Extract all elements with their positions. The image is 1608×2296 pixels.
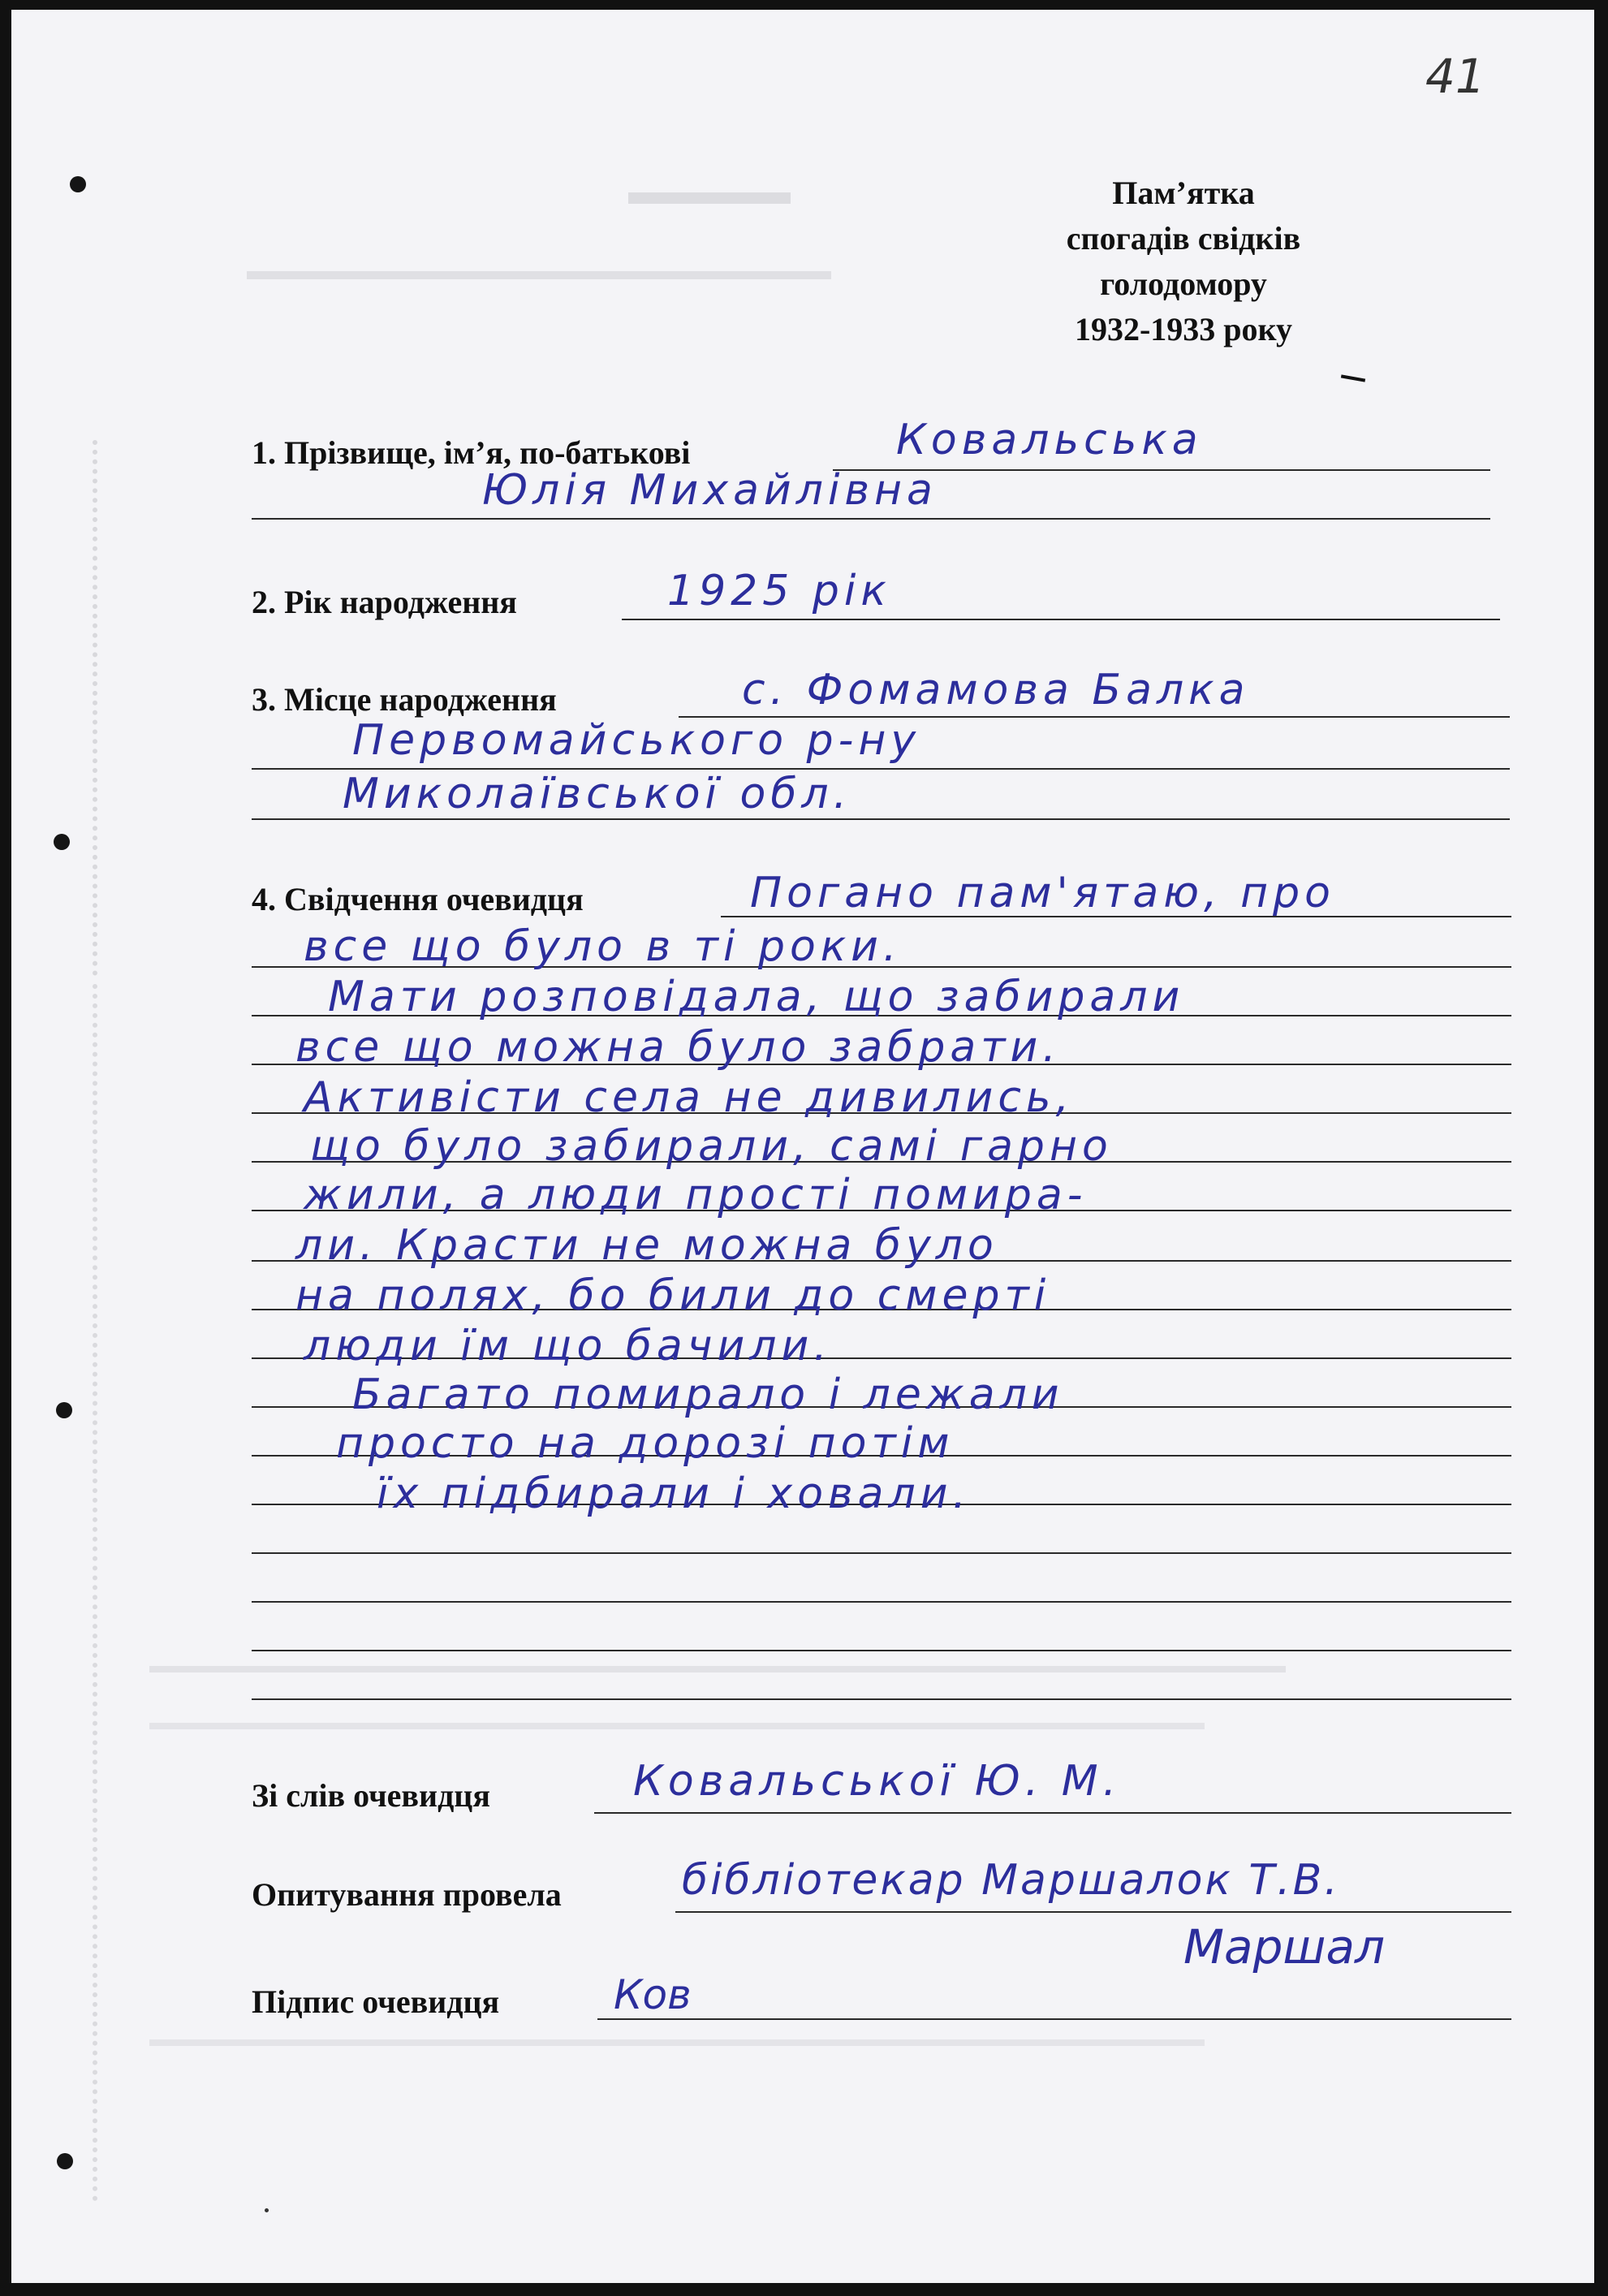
testimony-text-3: Мати розповідала, що забирали — [328, 973, 1185, 1021]
testimony-text-6: що було забирали, самі гарно — [310, 1122, 1113, 1171]
name-value-2: Юлія Михайлівна — [482, 466, 938, 515]
testimony-text-7: жили, а люди прості помира- — [304, 1171, 1088, 1219]
interviewer-label: Опитування провела — [252, 1876, 562, 1913]
testimony-text-8: ли. Красти не можна було — [295, 1221, 998, 1270]
page-number: 41 — [1425, 49, 1485, 104]
testimony-text-9: на полях, бо били до смерті — [295, 1271, 1051, 1320]
birth-place-value-2: Первомайського р-ну — [352, 716, 921, 765]
birth-place-line-3 — [252, 818, 1510, 820]
punch-hole — [54, 834, 70, 850]
testimony-text-2: все що було в ті роки. — [304, 922, 902, 971]
birth-place-value-3: Миколаївської обл. — [343, 770, 852, 818]
title-line-2: спогадів свідків — [1066, 220, 1301, 257]
document-page — [11, 10, 1594, 2283]
punch-hole — [70, 176, 86, 192]
ruled-line — [252, 1698, 1511, 1700]
name-value-1: Ковальська — [896, 416, 1203, 464]
from-words-value: Ковальської Ю. М. — [633, 1757, 1122, 1806]
birth-year-line — [622, 619, 1500, 620]
testimony-text-10: люди їм що бачили. — [304, 1322, 832, 1370]
title-line-1: Пам’ятка — [1112, 175, 1255, 211]
ruled-line — [252, 1601, 1511, 1603]
testimony-text-12: просто на дорозі потім — [336, 1419, 955, 1468]
interviewer-value: бібліотекар Маршалок Т.В. — [682, 1856, 1340, 1905]
punch-hole — [56, 1402, 72, 1418]
name-label: 1. Прізвище, ім’я, по-батькові — [252, 434, 691, 471]
title-line-3: голодомору — [1100, 265, 1267, 302]
testimony-text-13: їх підбирали і ховали. — [377, 1470, 972, 1518]
birth-place-value-1: с. Фомамова Балка — [742, 666, 1250, 714]
ink-dot — [265, 2208, 269, 2212]
testimony-text-4: все що можна було забрати. — [295, 1023, 1061, 1072]
birth-place-label: 3. Місце народження — [252, 681, 557, 718]
title-line-4: 1932-1933 року — [1074, 311, 1293, 347]
birth-year-value: 1925 рік — [667, 567, 891, 615]
interviewer-signature: Маршал — [1183, 1919, 1386, 1974]
ruled-line — [252, 1650, 1511, 1651]
document-title — [1013, 170, 1354, 352]
birth-year-label: 2. Рік народження — [252, 584, 517, 620]
from-words-label: Зі слів очевидця — [252, 1777, 490, 1814]
ruled-line — [252, 1552, 1511, 1554]
testimony-text-11: Багато помирало і лежали — [352, 1370, 1064, 1419]
pen-mark — [1341, 374, 1365, 382]
interviewer-line — [675, 1911, 1511, 1913]
from-words-line — [594, 1812, 1511, 1814]
name-line-2 — [252, 518, 1490, 520]
punch-hole — [57, 2153, 73, 2169]
testimony-text-5: Активісти села не дивились, — [304, 1073, 1075, 1122]
testimony-text-1: Погано пам'ятаю, про — [750, 869, 1335, 917]
signature-label: Підпис очевидця — [252, 1983, 500, 2020]
testimony-label: 4. Свідчення очевидця — [252, 881, 584, 917]
eyewitness-signature: Ков — [614, 1971, 692, 2018]
signature-line — [597, 2018, 1511, 2020]
